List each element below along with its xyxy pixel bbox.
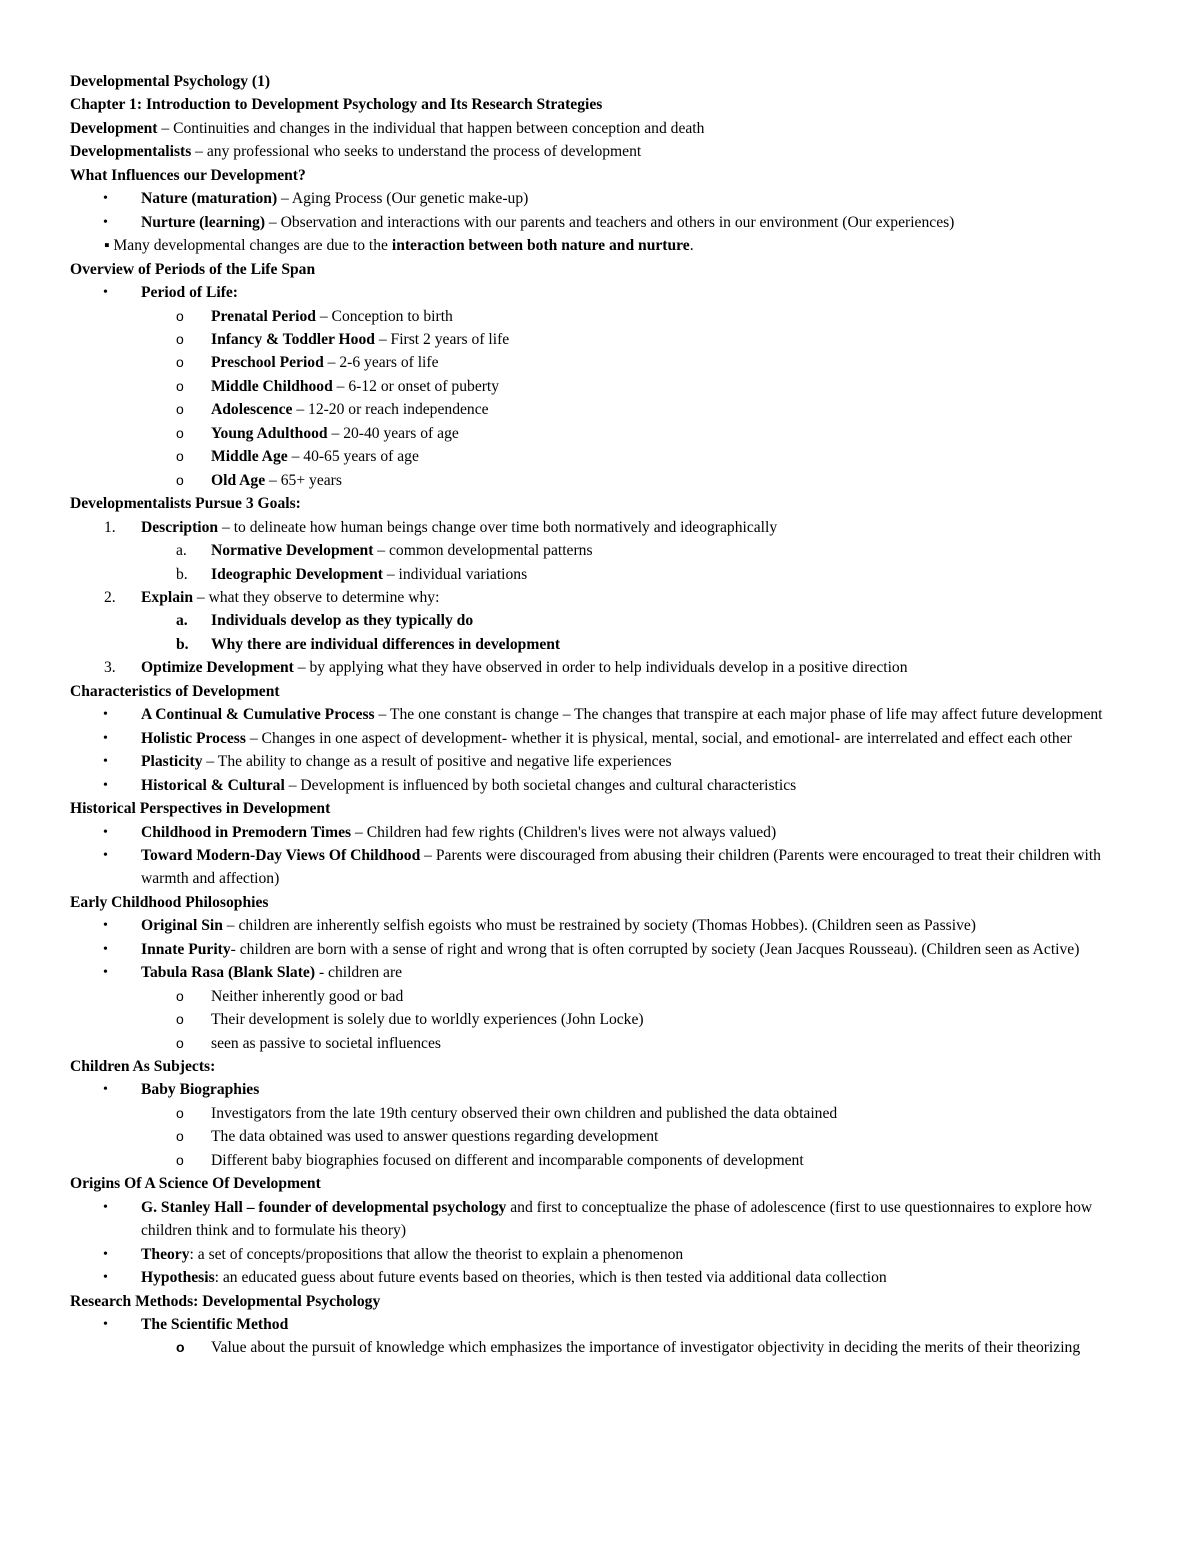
circle-bullet-icon: o xyxy=(176,448,184,465)
list-item-period: o Infancy & Toddler Hood – First 2 years of life xyxy=(70,328,1140,351)
bullet-icon: • xyxy=(103,191,108,207)
circle-bullet-icon: o xyxy=(176,1034,184,1051)
list-item-tabula: o seen as passive to societal influences xyxy=(70,1032,1140,1055)
circle-bullet-icon: o xyxy=(176,987,184,1004)
list-item-baby: o The data obtained was used to answer questions regarding development xyxy=(70,1125,1140,1148)
definition-developmentalists: Developmentalists – any professional who seeks to understand the process of development xyxy=(70,143,642,161)
circle-bullet-icon: o xyxy=(176,401,184,418)
bullet-icon: • xyxy=(103,707,108,723)
circle-bullet-icon: o xyxy=(176,307,184,324)
bullet-icon: • xyxy=(103,1317,108,1333)
list-item-period: o Middle Childhood – 6-12 or onset of puberty xyxy=(70,375,1140,398)
list-item-baby: o Investigators from the late 19th century observed their own children and published the data obtained xyxy=(70,1102,1140,1125)
section-heading-philosophies: Early Childhood Philosophies xyxy=(70,893,269,911)
list-item-tabula: o Their development is solely due to worldly experiences (John Locke) xyxy=(70,1008,1140,1031)
circle-bullet-icon: o xyxy=(176,1011,184,1028)
list-item-period: o Adolescence – 12-20 or reach independence xyxy=(70,398,1140,421)
section-heading-research: Research Methods: Developmental Psychology xyxy=(70,1292,381,1310)
list-item-goal-2b: b. Why there are individual differences in development xyxy=(70,633,1140,656)
circle-bullet-icon: o xyxy=(176,1151,184,1168)
list-item-premodern: • Childhood in Premodern Times – Children had few rights (Children's lives were not always valued) xyxy=(70,821,1140,844)
section-heading-periods: Overview of Periods of the Life Span xyxy=(70,260,316,278)
document-page xyxy=(70,70,1140,1360)
list-item-continual-process: • A Continual & Cumulative Process – The one constant is change – The changes that transpire at each major phase of life may affect future development xyxy=(70,703,1140,726)
list-item-hypothesis: • Hypothesis: an educated guess about future events based on theories, which is then tested via additional data collection xyxy=(70,1266,1140,1289)
letter-marker: b. xyxy=(176,635,189,653)
list-item-original-sin: • Original Sin – children are inherently selfish egoists who must be restrained by society (Thomas Hobbes). (Children seen as Passive) xyxy=(70,914,1140,937)
list-item-theory: • Theory: a set of concepts/propositions that allow the theorist to explain a phenomenon xyxy=(70,1243,1140,1266)
section-heading-characteristics: Characteristics of Development xyxy=(70,682,280,700)
bullet-icon: • xyxy=(103,918,108,934)
list-item-historical-cultural: • Historical & Cultural – Development is influenced by both societal changes and cultural characteristics xyxy=(70,774,1140,797)
number-marker: 1. xyxy=(104,518,116,536)
bullet-icon: • xyxy=(103,965,108,981)
circle-bullet-icon: o xyxy=(176,471,184,488)
section-heading-goals: Developmentalists Pursue 3 Goals: xyxy=(70,495,301,513)
circle-bullet-icon: o xyxy=(176,1339,185,1356)
list-item-nurture: • Nurture (learning) – Observation and interactions with our parents and teachers and others in our environment (Our experiences) xyxy=(70,211,1140,234)
list-item-plasticity: • Plasticity – The ability to change as a result of positive and negative life experiences xyxy=(70,750,1140,773)
bullet-icon: • xyxy=(103,214,108,230)
section-heading-influences: What Influences our Development? xyxy=(70,166,306,184)
list-item-period: o Preschool Period – 2-6 years of life xyxy=(70,351,1140,374)
list-item-goal-1: 1. Description – to delineate how human beings change over time both normatively and ideographically xyxy=(70,516,1140,539)
list-item-scientific-method: • The Scientific Method xyxy=(70,1313,1140,1336)
letter-marker: b. xyxy=(176,565,188,583)
list-item-tabula: o Neither inherently good or bad xyxy=(70,985,1140,1008)
list-item-baby: o Different baby biographies focused on different and incomparable components of development xyxy=(70,1149,1140,1172)
list-item-innate-purity: • Innate Purity- children are born with a sense of right and wrong that is often corrupted by society (Jean Jacques Rousseau). (Children seen as Active) xyxy=(70,938,1140,961)
list-item-nature: • Nature (maturation) – Aging Process (Our genetic make-up) xyxy=(70,187,1140,210)
circle-bullet-icon: o xyxy=(176,377,184,394)
list-item-tabula-rasa: • Tabula Rasa (Blank Slate) - children are xyxy=(70,961,1140,984)
list-item-goal-2: 2. Explain – what they observe to determine why: xyxy=(70,586,1140,609)
list-item-goal-1a: a. Normative Development – common developmental patterns xyxy=(70,539,1140,562)
letter-marker: a. xyxy=(176,612,188,630)
list-item-stanley-hall: • G. Stanley Hall – founder of developmental psychology and first to conceptualize the phase of adolescence (first to use questionnaires to explore how children think and to formulate his theory) xyxy=(70,1196,1140,1243)
bullet-icon: • xyxy=(103,847,108,863)
list-item-period: o Middle Age – 40-65 years of age xyxy=(70,445,1140,468)
section-heading-subjects: Children As Subjects: xyxy=(70,1058,216,1076)
list-item-holistic-process: • Holistic Process – Changes in one aspect of development- whether it is physical, mental, social, and emotional- are interrelated and effect each other xyxy=(70,727,1140,750)
document-title: Developmental Psychology (1) xyxy=(70,73,271,90)
list-item-period: o Old Age – 65+ years xyxy=(70,469,1140,492)
bullet-icon: • xyxy=(103,730,108,746)
number-marker: 2. xyxy=(104,588,116,606)
circle-bullet-icon: o xyxy=(176,424,184,441)
bullet-icon: • xyxy=(103,824,108,840)
list-item-goal-1b: b. Ideographic Development – individual variations xyxy=(70,563,1140,586)
chapter-heading: Chapter 1: Introduction to Development Psychology and Its Research Strategies xyxy=(70,96,603,114)
bullet-icon: • xyxy=(103,754,108,770)
circle-bullet-icon: o xyxy=(176,1128,184,1145)
bullet-icon: • xyxy=(103,285,108,301)
list-item-period-of-life: • Period of Life: xyxy=(70,281,1140,304)
list-item-modern-day: • Toward Modern-Day Views Of Childhood – Parents were discouraged from abusing their children (Parents were encouraged to treat their children with warmth and affection) xyxy=(70,844,1140,891)
bullet-icon: • xyxy=(103,1199,108,1215)
section-heading-origins: Origins Of A Science Of Development xyxy=(70,1175,321,1193)
bullet-icon: • xyxy=(103,1246,108,1262)
circle-bullet-icon: o xyxy=(176,330,184,347)
list-item-scientific-value: o Value about the pursuit of knowledge which emphasizes the importance of investigator objectivity in deciding the merits of their theorizing xyxy=(70,1336,1140,1359)
list-item-goal-2a: a. Individuals develop as they typically do xyxy=(70,609,1140,632)
list-item-goal-3: 3. Optimize Development – by applying what they have observed in order to help individuals develop in a positive direction xyxy=(70,656,1140,679)
number-marker: 3. xyxy=(104,659,116,677)
bullet-icon: • xyxy=(103,941,108,957)
list-item-period: o Young Adulthood – 20-40 years of age xyxy=(70,422,1140,445)
bullet-icon: • xyxy=(103,1082,108,1098)
section-heading-historical: Historical Perspectives in Development xyxy=(70,800,331,818)
bullet-icon: • xyxy=(103,1270,108,1286)
bullet-icon: • xyxy=(103,777,108,793)
list-item-baby-biographies: • Baby Biographies xyxy=(70,1078,1140,1101)
definition-development: Development – Continuities and changes in the individual that happen between conception and death xyxy=(70,119,705,137)
list-item-period: o Prenatal Period – Conception to birth xyxy=(70,305,1140,328)
circle-bullet-icon: o xyxy=(176,354,184,371)
note-interaction: ▪ Many developmental changes are due to the interaction between both nature and nurture. xyxy=(104,237,694,255)
letter-marker: a. xyxy=(176,542,187,560)
circle-bullet-icon: o xyxy=(176,1104,184,1121)
